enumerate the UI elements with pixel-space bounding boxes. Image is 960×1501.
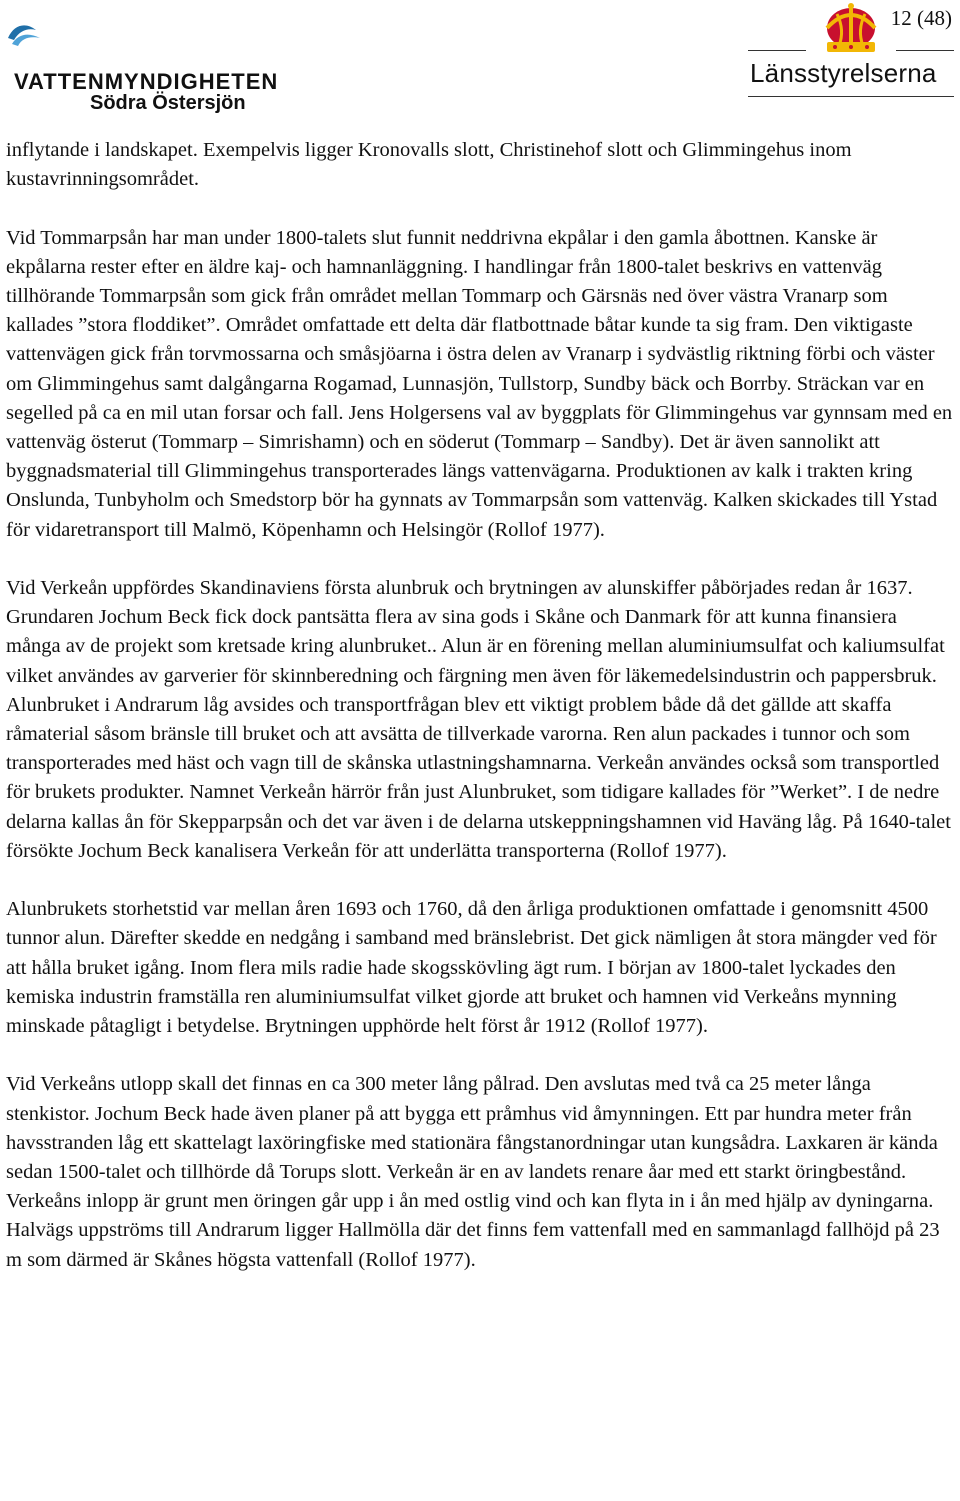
paragraph-1: inflytande i landskapet. Exempelvis ligger Kronovalls slott, Christinehof slott och Glimmingehus inom kustavrinningsområdet. — [6, 139, 852, 191]
org-left-subtitle: Södra Östersjön — [90, 92, 246, 114]
paragraph-3: Vid Verkeån uppfördes Skandinaviens första alunbruk och brytningen av alunskiffer påbörjades redan år 1637. Grundaren Jochum Beck fick dock pantsätta flera av sina gods i Skåne och Danmark för att kunna finansiera många av de projekt som kretsade kring alunbruket.. Alun är en förening mellan aluminiumsulfat och kaliumsulfat vilket användes av garverier för skinnberedning och färgning men även för läkemedelsindustrin och pappersbruk. Alunbruket i Andrarum låg avsides och transportfrågan blev ett viktigt problem både då det gällde att skaffa råmaterial såsom bränsle till bruket och att avsätta de tillverkade varorna. Ren alun packades i tunnor och som transporterades med häst och vagn till de skånska utlastningshamnarna. Verkeån användes också som transportled för brukets produkter. Namnet Verkeån härrör från just Alunbruket, som tidigare kallades för ”Werket”. I de nedre delarna kallas ån för Skepparpsån och det var även i de delarna utskeppningshamnen vid Haväng låg. På 1640-talet försökte Jochum Beck kanalisera Verkeån för att underlätta transporterna (Rollof 1977). — [6, 577, 951, 862]
vattenmyndigheten-logo — [6, 20, 306, 114]
page-header — [0, 0, 960, 114]
logo-rule-top-right — [896, 50, 954, 51]
org-left-title: VATTENMYNDIGHETEN — [14, 69, 279, 94]
paragraph-4: Alunbrukets storhetstid var mellan åren 1693 och 1760, då den årliga produktionen omfattade i genomsnitt 4500 tunnor alun. Därefter skedde en nedgång i samband med bränslebrist. Det gick nämligen åt stora mängder ved för att hålla bruket igång. Inom flera mils radie hade skogsskövling ägt rum. I början av 1800-talet lyckades den kemiska industrin framställa ren aluminiumsulfat vilket gjorde att bruket och hamnen vid Verkeåns mynning minskade påtagligt i betydelse. Brytningen upphörde helt först år 1912 (Rollof 1977). — [6, 898, 937, 1038]
paragraph-5: Vid Verkeåns utlopp skall det finnas en ca 300 meter lång pålrad. Den avslutas med två ca 25 meter långa stenkistor. Jochum Beck hade även planer på att bygga ett pråmhus vid åmynningen. Ett par hundra meter från havsstranden låg ett skattelagt laxöringfiske med stationära fångstanordningar utan kungsådra. Laxkaren är kända sedan 1500-talet och tillhörde då Torups slott. Verkeån är en av landets renare åar med ett starkt öringbestånd. Verkeåns inlopp är grunt men öringen går upp i ån med ostlig vind och kan flyta in i ån med hjälp av dyningarna. Halvägs uppströms till Andrarum ligger Hallmölla där det finns fem vattenfall med en sammanlagd fallhöjd på 23 m som därmed är Skånes högsta vattenfall (Rollof 1977). — [6, 1073, 940, 1271]
water-wave-icon — [6, 20, 42, 50]
org-right-name: Länsstyrelserna — [750, 58, 937, 88]
paragraph-2: Vid Tommarpsån har man under 1800-talets slut funnit neddrivna ekpålar i den gamla åbottnen. Kanske är ekpålarna rester efter en äldre kaj- och hamnanläggning. I handlingar från 1800-talet beskrivs en vattenväg tillhörande Tommarpsån som gick från området mellan Tommarp och Gärsnäs ned över västra Vranarp som kallades ”stora floddiket”. Området omfattade ett delta där flatbottnade båtar kunde ta sig fram. Den viktigaste vattenvägen gick från torvmossarna och småsjöarna i östra delen av Vranarp i sydvästlig riktning förbi och väster om Glimmingehus samt dalgångarna Rogamad, Lunnasjön, Tullstorp, Sundby bäck och Borrby. Sträckan var en segelled på ca en mil utan forsar och fall. Jens Holgersens val av byggplats för Glimmingehus var gynnsam med en vattenväg österut (Tommarp – Simrishamn) och en söderut (Tommarp – Sandby). Det är även sannolikt att byggnadsmaterial till Glimmingehus transporterades längs vattenvägarna. Produktionen av kalk i trakten kring Onslunda, Tunbyholm och Smedstorp bör ha gynnats av Tommarpsån som vattenväg. Kalken skickades till Ystad för vidaretransport till Malmö, Köpenhamn och Helsingör (Rollof 1977). — [6, 226, 953, 541]
lansstyrelserna-logo — [748, 0, 954, 100]
logo-rule-bottom — [748, 96, 954, 97]
document-body — [6, 136, 956, 1275]
page-number: 12 (48) — [890, 6, 952, 30]
royal-crown-icon — [819, 2, 883, 56]
logo-rule-top-left — [748, 50, 806, 51]
